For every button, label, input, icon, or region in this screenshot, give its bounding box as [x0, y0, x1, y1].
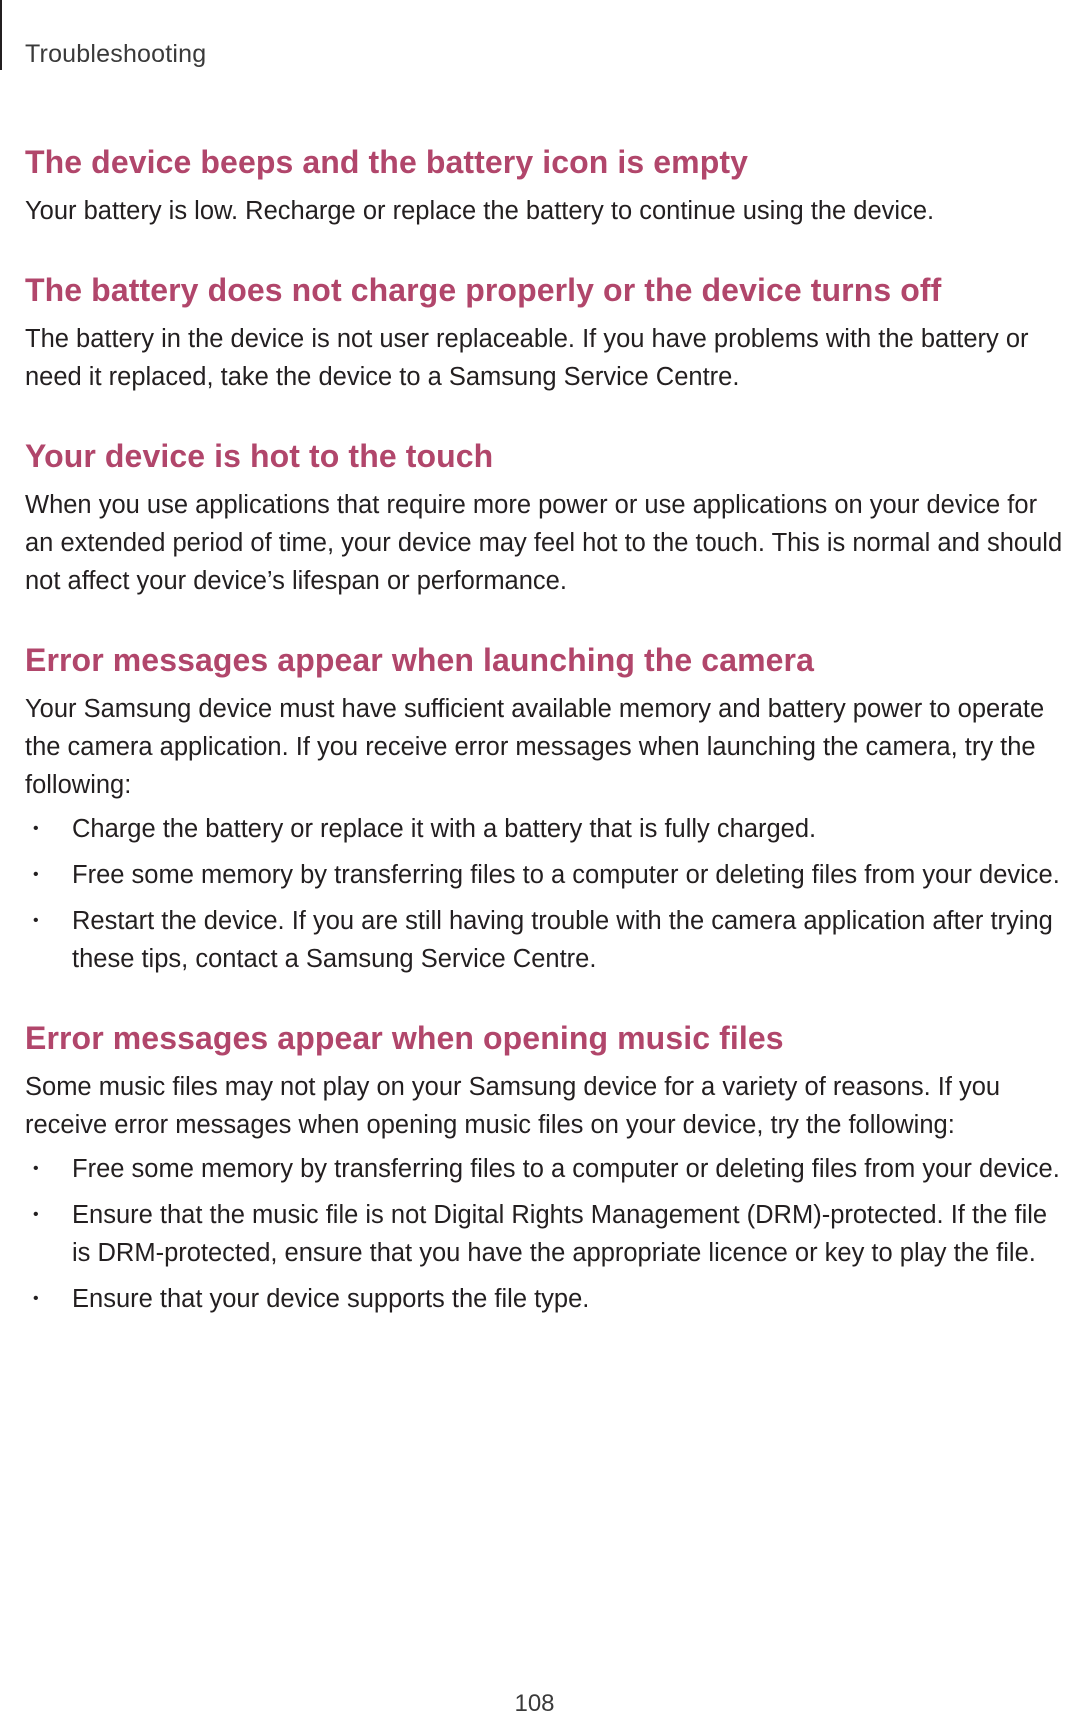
list-item-text: Charge the battery or replace it with a battery that is fully charged.: [72, 815, 817, 843]
bullet-icon: •: [33, 820, 39, 837]
section-battery-charge: [25, 268, 1065, 396]
list-item-text: Ensure that your device supports the file type.: [72, 1285, 590, 1313]
section-beeps: [25, 140, 1065, 230]
section-paragraph: Your battery is low. Recharge or replace the battery to continue using the device.: [25, 197, 935, 225]
section-paragraph: The battery in the device is not user replaceable. If you have problems with the battery or need it replaced, take the device to a Samsung Service Centre.: [25, 325, 1029, 391]
section-hot-device: [25, 434, 1065, 600]
list-item: [25, 1280, 1065, 1318]
section-camera-errors: [25, 638, 1065, 978]
section-music-errors: [25, 1016, 1065, 1318]
running-header: Troubleshooting: [25, 40, 207, 68]
page-number: 108: [514, 1690, 555, 1717]
list-item-text: Restart the device. If you are still having trouble with the camera application after trying these tips, contact a Samsung Service Centre.: [72, 907, 1053, 973]
section-title: The device beeps and the battery icon is empty: [25, 144, 749, 180]
list-item: [25, 1150, 1065, 1188]
list-item: [25, 1196, 1065, 1272]
bullet-icon: •: [33, 1206, 39, 1223]
section-title: The battery does not charge properly or the device turns off: [25, 272, 942, 308]
bullet-list: [25, 1150, 1065, 1318]
section-title: Your device is hot to the touch: [25, 438, 494, 474]
list-item-text: Free some memory by transferring files to a computer or deleting files from your device.: [72, 861, 1060, 889]
section-paragraph: Some music files may not play on your Samsung device for a variety of reasons. If you receive error messages when opening music files on your device, try the following:: [25, 1073, 1001, 1139]
section-title: Error messages appear when launching the camera: [25, 642, 814, 678]
section-title: Error messages appear when opening music files: [25, 1020, 784, 1056]
bullet-list: [25, 810, 1065, 978]
section-paragraph: When you use applications that require more power or use applications on your device for an extended period of time, your device may feel hot to the touch. This is normal and should not affect your device’s lifespan or performance.: [25, 491, 1063, 595]
list-item: [25, 810, 1065, 848]
list-item-text: Ensure that the music file is not Digital Rights Management (DRM)-protected. If the file is DRM-protected, ensure that you have the appropriate licence or key to play the file.: [72, 1201, 1048, 1267]
page-content: [25, 140, 1065, 1356]
bullet-icon: •: [33, 1290, 39, 1307]
list-item: [25, 856, 1065, 894]
bullet-icon: •: [33, 866, 39, 883]
list-item: [25, 902, 1065, 978]
margin-rule: [0, 0, 2, 70]
bullet-icon: •: [33, 1160, 39, 1177]
list-item-text: Free some memory by transferring files to a computer or deleting files from your device.: [72, 1155, 1060, 1183]
section-paragraph: Your Samsung device must have sufficient available memory and battery power to operate the camera application. If you receive error messages when launching the camera, try the following:: [25, 695, 1045, 799]
bullet-icon: •: [33, 912, 39, 929]
